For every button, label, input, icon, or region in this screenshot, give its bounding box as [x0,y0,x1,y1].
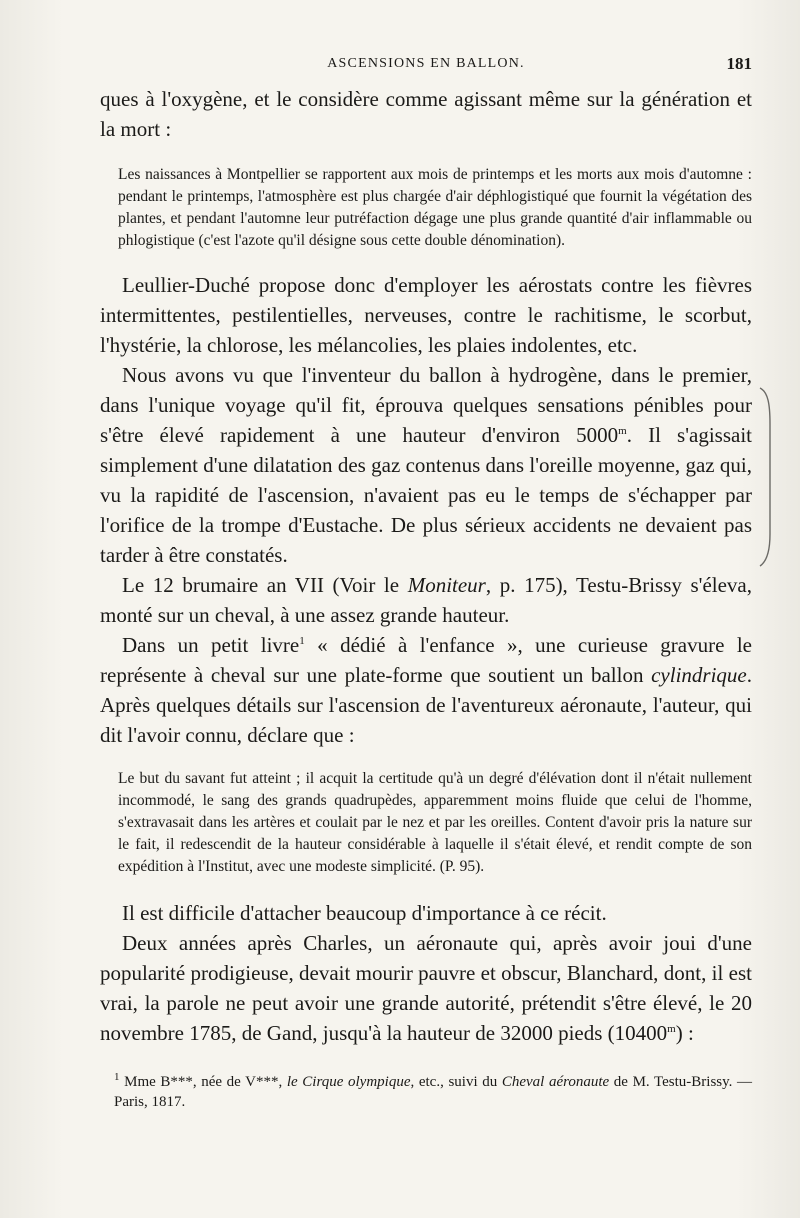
p4-a: Le 12 brumaire an VII (Voir le [122,573,408,597]
p5-a: Dans un petit livre [122,633,300,657]
paragraph-blanchard [100,928,752,1048]
p3-rest: . Il s'agissait simplement d'une dilatation des gaz contenus dans l'oreille moyenne, gaz qui, vu la rapidité de l'ascension, n'avaient pas eu le temps de s'échapper par l'orifice de la trompe d'Eustache. De plus sérieux accidents ne devaient pas tarder à être constatés. [100,423,752,567]
page-number: 181 [726,54,752,73]
p8-b: ) : [675,1021,694,1045]
paragraph-hydrogen-balloon [100,360,752,570]
footnote-ref: 1 [299,635,305,647]
block-quote-montpellier: Les naissances à Montpellier se rapportent aux mois de printemps et les morts aux mois d'automne : pendant le printemps, l'atmosphère est plus chargée d'air déphlogistiqué que fournit la végétation des plantes, et pendant l'automne leur putréfaction dégage une plus grande quantité d'air inflammable ou phlogistique (c'est l'azote qu'il désigne sous cette double dénomination). [118,166,752,249]
p8-unit: m [667,1023,676,1035]
paragraph-continuation: ques à l'oxygène, et le considère comme agissant même sur la génération et la mort : [100,87,752,141]
pencil-margin-bracket-icon [758,384,784,570]
running-head [100,54,752,76]
body-text [100,84,752,1112]
p5-c: . Après quelques détails sur l'ascension de l'aventureux aéronaute, l'auteur, qui dit l'avoir connu, déclare que : [100,663,752,747]
footnote-c: de M. Testu-Brissy. — Paris, 1817. [114,1074,752,1110]
p8-a: Deux années après Charles, un aéronaute qui, après avoir joui d'une popularité prodigieuse, devait mourir pauvre et obscur, Blanchard, dont, il est vrai, la parole ne peut avoir une grande autorité, prétendit s'être élevé, le 20 novembre 1785, de Gand, jusqu'à la hauteur de 32000 pieds (10400 [100,931,752,1045]
p4-b: , p. 175), Testu-Brissy s'éleva, monté sur un cheval, à une assez grande hauteur. [100,573,752,627]
paragraph-testu-brissy [100,570,752,630]
p5-italic: cylindrique [651,663,747,687]
block-quote-savant: Le but du savant fut atteint ; il acquit la certitude qu'à un degré d'élévation dont il n'était nullement incommodé, le sang des grands quadrupèdes, apparemment moins fluide que celui de l'homme, s'extravasait dans les artères et coulait par le nez et par les oreilles. Content d'avoir pris la nature sur le fait, il redescendit de la hauteur considérable à laquelle il s'était élevé, et rendit compte de son expédition à l'Institut, avec une modeste simplicité. (P. 95). [118,770,752,875]
paragraph-difficile: Il est difficile d'attacher beaucoup d'importance à ce récit. [122,901,607,925]
p3-unit: m [618,425,627,437]
footnote-italic-2: Cheval aéronaute [501,1074,610,1090]
footnote [114,1072,752,1112]
footnote-italic-1: le Cirque olympique [286,1074,411,1090]
footnote-b: , etc., suivi du [410,1074,502,1090]
paragraph-petit-livre [100,630,752,750]
footnote-a: Mme B***, née de V***, [119,1074,287,1090]
p3-text: Nous avons vu que l'inventeur du ballon à hydrogène, dans le premier, dans l'unique voyage qu'il fit, éprouva quelques sensations pénibles pour s'être élevé rapidement à une hauteur d'environ 5000 [100,363,752,447]
p5-b: « dédié à l'enfance », une curieuse gravure le représente à cheval sur une plate-forme que soutient un ballon [100,633,753,687]
p4-italic: Moniteur [407,573,486,597]
footnote-marker: 1 [114,1071,120,1083]
paragraph-leullier-duche: Leullier-Duché propose donc d'employer les aérostats contre les fièvres intermittentes, pestilentielles, nerveuses, contre le rachitisme, le scorbut, l'hystérie, la chlorose, les mélancolies, les plaies indolentes, etc. [100,273,752,357]
running-title: ASCENSIONS EN BALLON. [327,56,525,71]
